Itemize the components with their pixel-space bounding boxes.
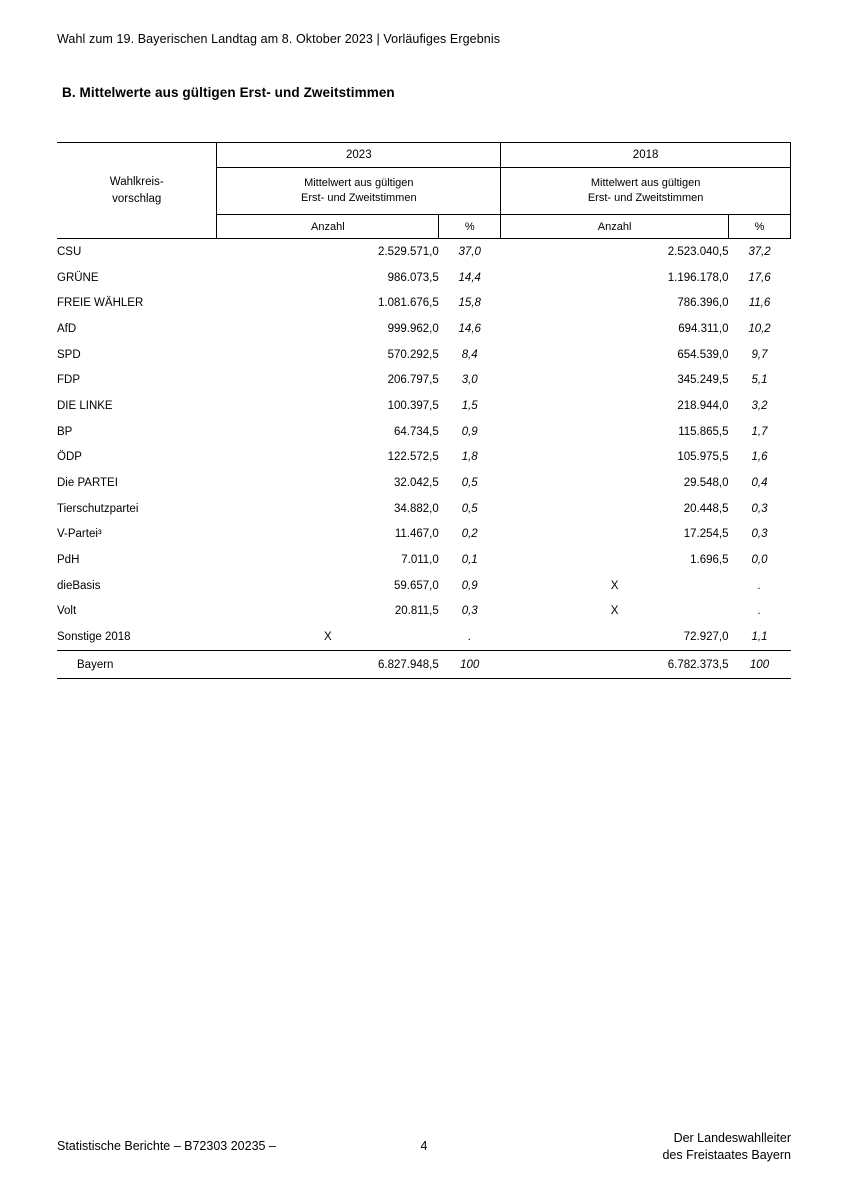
row-percent-2023: 15,8 xyxy=(458,297,481,310)
row-count-2018: 654.539,0 xyxy=(677,348,729,361)
row-percent-2023: 14,6 xyxy=(458,322,481,335)
row-count-2018: 115.865,5 xyxy=(678,425,729,438)
row-percent-2023: 0,9 xyxy=(461,579,478,592)
row-percent-2023: 14,4 xyxy=(458,271,481,284)
row-label: PdH xyxy=(57,554,80,567)
row-label: dieBasis xyxy=(57,579,101,592)
row-count-2018: 786.396,0 xyxy=(677,297,729,310)
total-percent-2023: 100 xyxy=(439,651,501,679)
row-label: AfD xyxy=(57,322,77,335)
row-count-2018: 29.548,0 xyxy=(683,477,729,490)
table-row xyxy=(57,445,791,471)
table-row xyxy=(57,393,791,419)
row-label: DIE LINKE xyxy=(57,399,113,412)
row-percent-2018: 10,2 xyxy=(748,322,771,335)
row-count-2018: 218.944,0 xyxy=(677,399,729,412)
row-count-2023: 7.011,0 xyxy=(401,554,439,567)
row-count-2023: 2.529.571,0 xyxy=(377,245,439,258)
row-percent-2023: 0,3 xyxy=(461,605,478,618)
row-label: Volt xyxy=(57,605,77,618)
footer-report-id: Statistische Berichte – B72303 20235 – xyxy=(57,1139,276,1153)
row-percent-2018: . xyxy=(757,579,762,592)
row-percent-2018: 0,0 xyxy=(751,554,768,567)
total-percent-2018: 100 xyxy=(729,651,791,679)
row-percent-2023: 0,1 xyxy=(461,554,478,567)
row-count-2023: 34.882,0 xyxy=(393,502,439,515)
row-percent-2018: 1,7 xyxy=(751,425,768,438)
row-label: BP xyxy=(57,425,73,438)
row-count-2018: 72.927,0 xyxy=(683,631,729,644)
row-percent-2023: . xyxy=(468,631,472,644)
row-count-2018: 1.696,5 xyxy=(690,554,729,567)
row-count-2023: 122.572,5 xyxy=(387,451,439,464)
row-label: FREIE WÄHLER xyxy=(57,297,144,310)
row-count-2023: 1.081.676,5 xyxy=(377,297,439,310)
row-percent-2018: 1,1 xyxy=(751,631,768,644)
year-header-2023: 2023 xyxy=(217,143,501,168)
row-percent-2023: 3,0 xyxy=(461,374,478,387)
footer-publisher-line1: Der Landeswahlleiter xyxy=(673,1131,791,1145)
row-percent-2018: 37,2 xyxy=(748,245,771,258)
row-count-2018: 17.254,5 xyxy=(683,528,729,541)
row-percent-2023: 0,9 xyxy=(461,425,478,438)
row-count-2018: X xyxy=(610,605,619,618)
footer-publisher-line2: des Freistaates Bayern xyxy=(662,1147,791,1162)
row-count-2018: 694.311,0 xyxy=(678,322,729,335)
row-percent-2023: 0,5 xyxy=(461,502,478,515)
section-title: B. Mittelwerte aus gültigen Erst- und Zweitstimmen xyxy=(62,85,395,100)
row-percent-2023: 0,5 xyxy=(461,477,478,490)
table-total-row xyxy=(57,651,791,679)
row-count-2023: 570.292,5 xyxy=(387,348,439,361)
group-header-2018 xyxy=(501,168,791,215)
row-count-2023: 32.042,5 xyxy=(393,477,439,490)
row-count-2023: 100.397,5 xyxy=(387,399,439,412)
total-label: Bayern xyxy=(57,651,217,679)
group-header-2018-line1: Mittelwert aus gültigen xyxy=(590,177,701,190)
table-row xyxy=(57,599,791,625)
row-percent-2018: 17,6 xyxy=(748,271,771,284)
row-label: CSU xyxy=(57,245,82,258)
row-percent-2018: 1,6 xyxy=(751,451,768,464)
group-header-2023-line1: Mittelwert aus gültigen xyxy=(304,177,414,190)
table-row xyxy=(57,522,791,548)
row-count-2018: 20.448,5 xyxy=(683,502,729,515)
row-count-2023: 59.657,0 xyxy=(393,579,439,592)
row-count-2023: 206.797,5 xyxy=(387,374,439,387)
table-row xyxy=(57,547,791,573)
total-count-2018: 6.782.373,5 xyxy=(501,651,729,679)
row-label: ÖDP xyxy=(57,451,82,464)
row-count-2018: 345.249,5 xyxy=(677,374,729,387)
table-body xyxy=(57,239,791,679)
row-count-2023: 999.962,0 xyxy=(387,322,439,335)
row-percent-2023: 0,2 xyxy=(461,528,478,541)
table-row xyxy=(57,419,791,445)
row-percent-2023: 1,5 xyxy=(461,399,478,412)
row-label: FDP xyxy=(57,374,80,387)
row-percent-2018: 11,6 xyxy=(748,297,771,310)
row-percent-2018: 0,3 xyxy=(751,528,768,541)
running-header: Wahl zum 19. Bayerischen Landtag am 8. Oktober 2023 | Vorläufiges Ergebnis xyxy=(57,32,501,46)
table-head-row-years xyxy=(57,143,791,168)
table-row xyxy=(57,573,791,599)
row-count-2023: 11.467,0 xyxy=(394,528,439,541)
row-count-2023: X xyxy=(324,631,332,644)
table-row xyxy=(57,496,791,522)
year-header-2018: 2018 xyxy=(501,143,791,168)
table-row xyxy=(57,316,791,342)
table-row xyxy=(57,265,791,291)
row-label: Die PARTEI xyxy=(57,477,118,490)
footer-page-number: 4 xyxy=(420,1139,428,1153)
row-percent-2018: . xyxy=(757,605,762,618)
row-count-2018: X xyxy=(610,579,619,592)
col-header-percent-2023: % xyxy=(439,215,501,239)
mittelwerte-table xyxy=(57,142,791,679)
row-percent-2018: 9,7 xyxy=(751,348,768,361)
table-head xyxy=(57,143,791,239)
row-label: SPD xyxy=(57,348,81,361)
table-row xyxy=(57,342,791,368)
row-label: Sonstige 2018 xyxy=(57,631,131,644)
group-header-2018-line2: Erst- und Zweitstimmen xyxy=(587,192,704,204)
stub-header xyxy=(57,143,217,239)
table-row xyxy=(57,367,791,393)
footer-publisher xyxy=(662,1130,791,1164)
stub-header-line1: Wahlkreis- xyxy=(109,176,164,189)
row-count-2018: 105.975,5 xyxy=(677,451,729,464)
table-row xyxy=(57,290,791,316)
row-label: V-Partei³ xyxy=(57,528,102,541)
row-percent-2018: 3,2 xyxy=(751,399,768,412)
row-percent-2023: 37,0 xyxy=(458,245,481,258)
row-label: GRÜNE xyxy=(57,271,99,284)
table-row xyxy=(57,470,791,496)
row-percent-2018: 0,3 xyxy=(751,502,768,515)
total-count-2023: 6.827.948,5 xyxy=(217,651,439,679)
col-header-count-2023: Anzahl xyxy=(217,215,439,239)
group-header-2023-line2: Erst- und Zweitstimmen xyxy=(301,192,417,204)
table-row xyxy=(57,239,791,265)
group-header-2023 xyxy=(217,168,501,215)
col-header-count-2018: Anzahl xyxy=(501,215,729,239)
row-percent-2023: 8,4 xyxy=(461,348,478,361)
row-percent-2023: 1,8 xyxy=(461,451,478,464)
table-row xyxy=(57,624,791,650)
row-label: Tierschutzpartei xyxy=(57,502,139,515)
row-count-2023: 64.734,5 xyxy=(393,425,439,438)
row-count-2018: 1.196.178,0 xyxy=(667,271,729,284)
row-percent-2018: 0,4 xyxy=(751,477,768,490)
row-count-2018: 2.523.040,5 xyxy=(667,245,729,258)
row-count-2023: 20.811,5 xyxy=(394,605,439,618)
row-count-2023: 986.073,5 xyxy=(387,271,439,284)
col-header-percent-2018: % xyxy=(729,215,791,239)
stub-header-line2: vorschlag xyxy=(112,192,162,205)
row-percent-2018: 5,1 xyxy=(751,374,768,387)
